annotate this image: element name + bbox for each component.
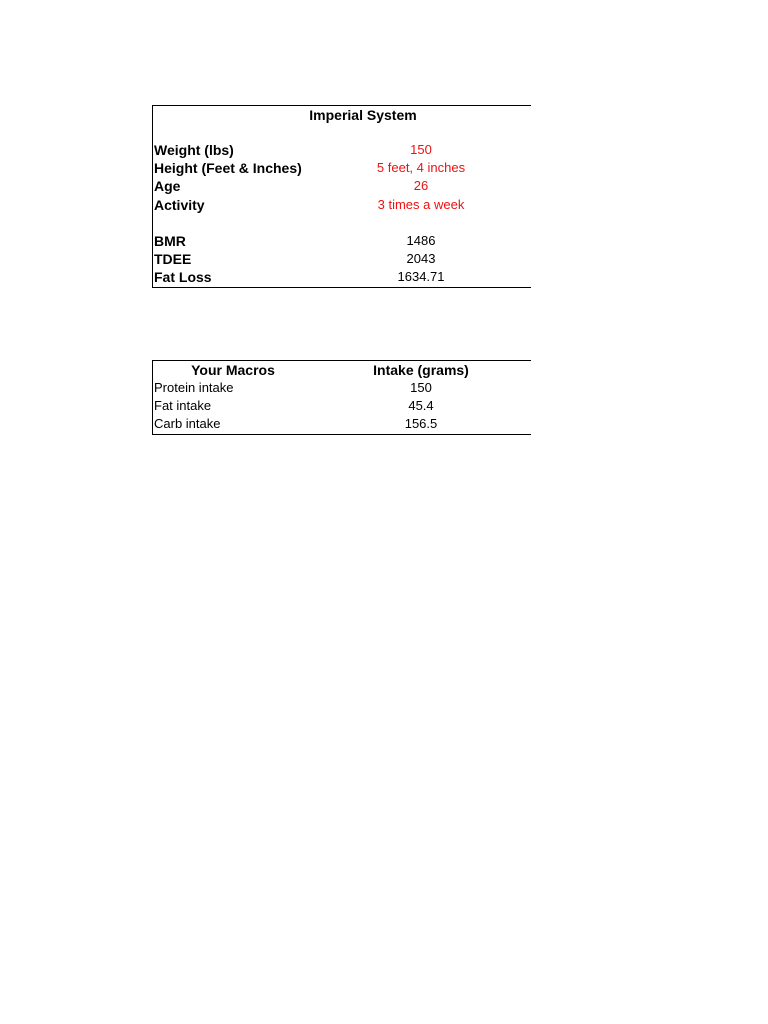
height-label: Height (Feet & Inches)	[154, 160, 302, 176]
imperial-system-table	[152, 105, 531, 288]
protein-value: 150	[410, 380, 432, 395]
age-label: Age	[154, 178, 181, 194]
fat-value: 45.4	[408, 398, 434, 413]
tdee-value: 2043	[406, 251, 436, 266]
fat-loss-row	[153, 268, 531, 286]
bmr-row	[153, 232, 531, 250]
weight-label: Weight (lbs)	[154, 142, 234, 158]
carb-value: 156.5	[404, 416, 438, 431]
macros-header-label: Your Macros	[191, 362, 275, 378]
protein-label: Protein intake	[154, 380, 234, 395]
carb-label: Carb intake	[154, 416, 221, 431]
activity-value[interactable]: 3 times a week	[377, 197, 465, 212]
table-row	[153, 397, 531, 415]
bmr-value: 1486	[406, 233, 436, 248]
imperial-title-row	[153, 106, 531, 124]
age-value[interactable]: 26	[413, 178, 429, 193]
tdee-label: TDEE	[154, 251, 192, 267]
activity-row	[153, 196, 531, 214]
table-row	[153, 379, 531, 397]
bmr-label: BMR	[154, 233, 186, 249]
age-row	[153, 177, 531, 195]
fat-label: Fat intake	[154, 398, 212, 413]
height-row	[153, 159, 531, 177]
macros-table	[152, 360, 531, 435]
table-row	[153, 415, 531, 433]
imperial-title: Imperial System	[309, 107, 417, 123]
weight-row	[153, 141, 531, 159]
activity-label: Activity	[154, 197, 205, 213]
weight-value[interactable]: 150	[410, 142, 432, 157]
fat-loss-value: 1634.71	[397, 269, 445, 284]
fat-loss-label: Fat Loss	[154, 269, 212, 285]
tdee-row	[153, 250, 531, 268]
macros-header-intake: Intake (grams)	[373, 362, 469, 378]
macros-header-row	[153, 361, 531, 379]
height-value[interactable]: 5 feet, 4 inches	[376, 160, 466, 175]
